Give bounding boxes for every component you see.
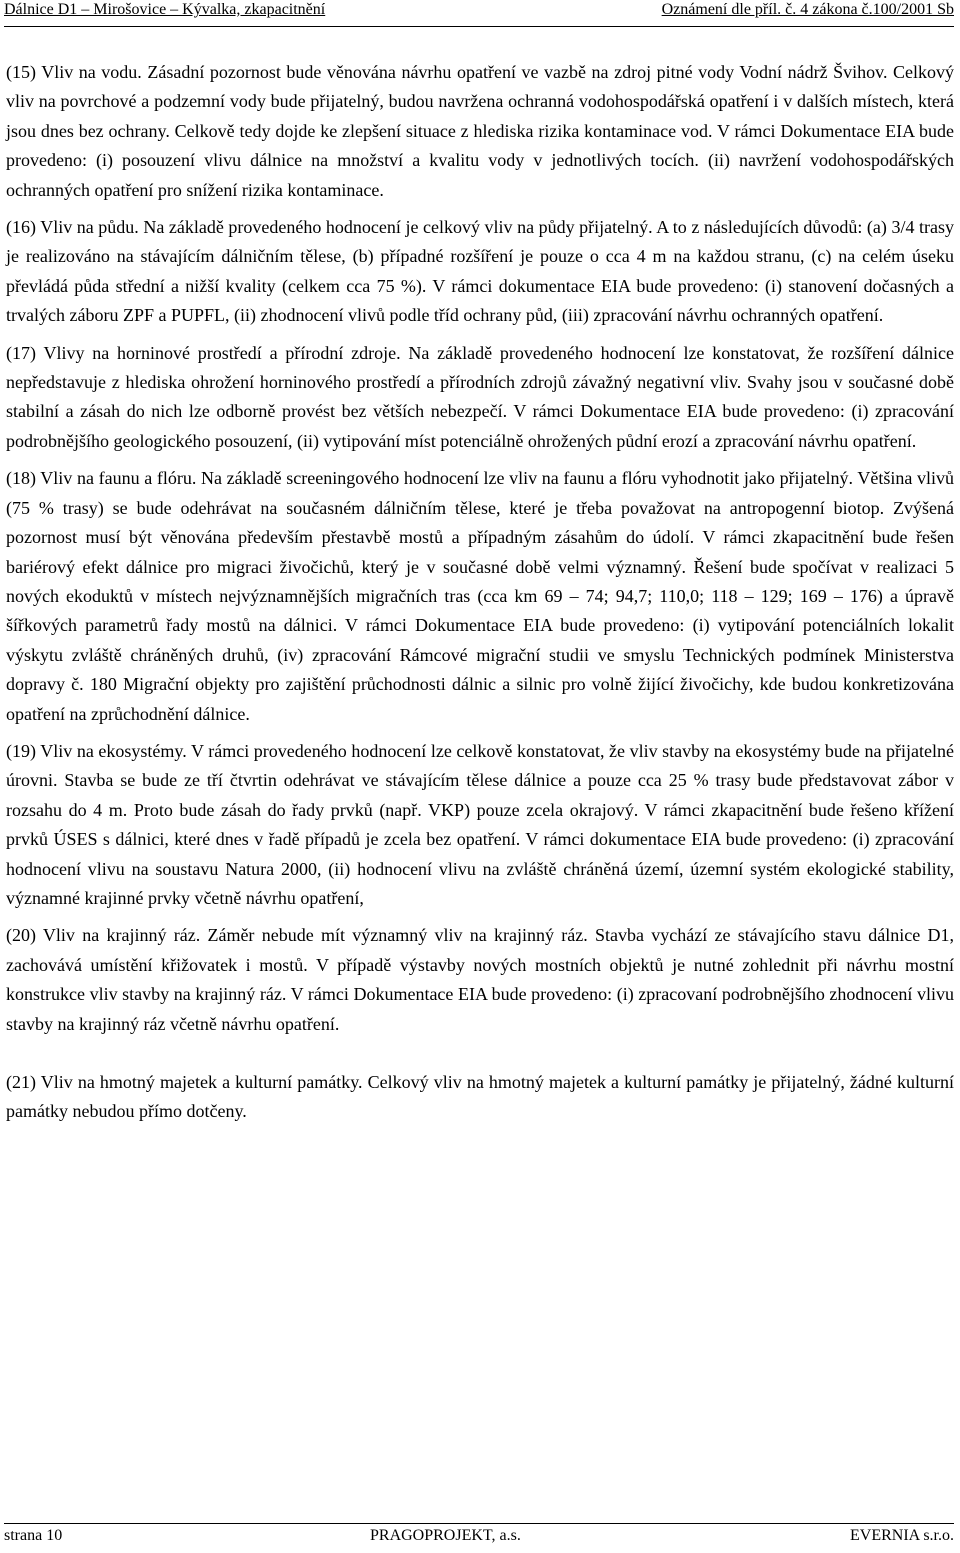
paragraph-21-property-monuments: (21) Vliv na hmotný majetek a kulturní památky. Celkový vliv na hmotný majetek a kulturní památky je přijatelný, žádné kulturní památky nebudou přímo dotčeny. [6, 1072, 954, 1122]
paragraph-15-water: (15) Vliv na vodu. Zásadní pozornost bude věnována návrhu opatření ve vazbě na zdroj pitné vody Vodní nádrž Švihov. Celkový vliv na povrchové a podzemní vody bude přijatelný, budou navržena ochranná vodohospodářská opatření i v dalších místech, která jsou dnes bez ochrany. Celkově tedy dojde ke zlepšení situace z hlediska rizika kontaminace vod. V rámci Dokumentace EIA bude provedeno: (i) posouzení vlivu dálnice na množství a kvalitu vody v jednotlivých tocích. (ii) navržení vodohospodářských ochranných opatření pro snížení rizika kontaminace. [6, 62, 954, 200]
footer-page-number: strana 10 [4, 1527, 63, 1544]
header-document-type: Oznámení dle příl. č. 4 zákona č.100/2001 Sb [661, 1, 954, 18]
footer-company-evernia: EVERNIA s.r.o. [850, 1527, 954, 1544]
paragraph-20-landscape: (20) Vliv na krajinný ráz. Záměr nebude mít významný vliv na krajinný ráz. Stavba vychází ze stávajícího stavu dálnice D1, zachovává umístění křižovatek i mostů. V případě výstavby nových mostních objektů je nutné zohlednit při návrhu mostní konstrukce vliv stavby na krajinný ráz. V rámci Dokumentace EIA bude provedeno: (i) zpracovaní podrobnějšího zhodnocení vlivu stavby na krajinný ráz včetně návrhu opatření. [6, 925, 954, 1034]
page-footer [4, 1523, 954, 1546]
paragraph-18-fauna-flora: (18) Vliv na faunu a flóru. Na základě screeningového hodnocení lze vliv na faunu a flóru vyhodnotit jako přijatelný. Většina vlivů (75 % trasy) se bude odehrávat na současném dálničním tělese, které je třeba považovat na antropogenní biotop. Zvýšená pozornost musí být věnována především přestavbě mostů a případným zásahům do údolí. V rámci zkapacitnění bude řešen bariérový efekt dálnice pro migraci živočichů, který je v současné době velmi významný. Řešení bude spočívat v realizaci 5 nových ekoduktů v místech nejvýznamnějších migračních tras (cca km 69 – 74; 94,7; 110,0; 118 – 129; 169 – 176) a úpravě šířkových parametrů řady mostů na dálnici. V rámci Dokumentace EIA bude provedeno: (i) vytipování potenciálních lokalit výskytu zvláště chráněných druhů, (iv) zpracování Rámcové migrační studii ve smyslu Technických podmínek Ministerstva dopravy č. 180 Migrační objekty pro zajištění průchodnosti dálnic a silnic pro volně žijící živočichy, kde budou konkretizována opatření na zprůchodnění dálnice. [6, 468, 954, 724]
paragraph-17-rock-environment: (17) Vlivy na horninové prostředí a přírodní zdroje. Na základě provedeného hodnocení lze konstatovat, že rozšíření dálnice nepředstavuje z hlediska ohrožení horninového prostředí a přírodních zdrojů závažný negativní vliv. Svahy jsou v současné době stabilní a zásah do nich lze odborně provést bez větších nebezpečí. V rámci Dokumentace EIA bude provedeno: (i) zpracování podrobnějšího geologického posouzení, (ii) vytipování míst potenciálně ohrožených půdní erozí a zpracování návrhu opatření. [6, 342, 954, 451]
document-body [6, 58, 954, 1135]
page-header [4, 0, 954, 27]
footer-company-pragoprojekt: PRAGOPROJEKT, a.s. [370, 1527, 521, 1544]
paragraph-19-ecosystems: (19) Vliv na ekosystémy. V rámci provedeného hodnocení lze celkově konstatovat, že vliv stavby na ekosystémy bude na přijatelné úrovni. Stavba se bude ze tří čtvrtin odehrávat ve stávajícím tělese dálnice a pouze cca 25 % trasy bude představovat zábor v rozsahu do 4 m. Proto bude zásah do řady prvků (např. VKP) pouze zcela okrajový. V rámci zkapacitnění bude řešeno křížení prvků ÚSES s dálnici, které dnes v řadě případů je zcela bez opatření. V rámci dokumentace EIA bude provedeno: (i) zpracování hodnocení vlivu na soustavu Natura 2000, (ii) hodnocení vlivu na zvláště chráněná území, územní systém ekologické stability, významné krajinné prvky včetně návrhu opatření, [6, 740, 954, 908]
paragraph-16-soil: (16) Vliv na půdu. Na základě provedeného hodnocení je celkový vliv na půdy přijatelný. A to z následujících důvodů: (a) 3/4 trasy je realizováno na stávajícím dálničním tělese, (b) případné rozšíření je pouze o cca 4 m na každou stranu, (c) na celém úseku převládá půda střední a nižší kvality (celkem cca 75 %). V rámci dokumentace EIA bude provedeno: (i) stanovení dočasných a trvalých záboru ZPF a PUPFL, (ii) zhodnocení vlivů podle tříd ochrany půd, (iii) zpracování návrhu ochranných opatření. [6, 217, 954, 326]
header-project-title: Dálnice D1 – Mirošovice – Kývalka, zkapacitnění [4, 1, 326, 18]
